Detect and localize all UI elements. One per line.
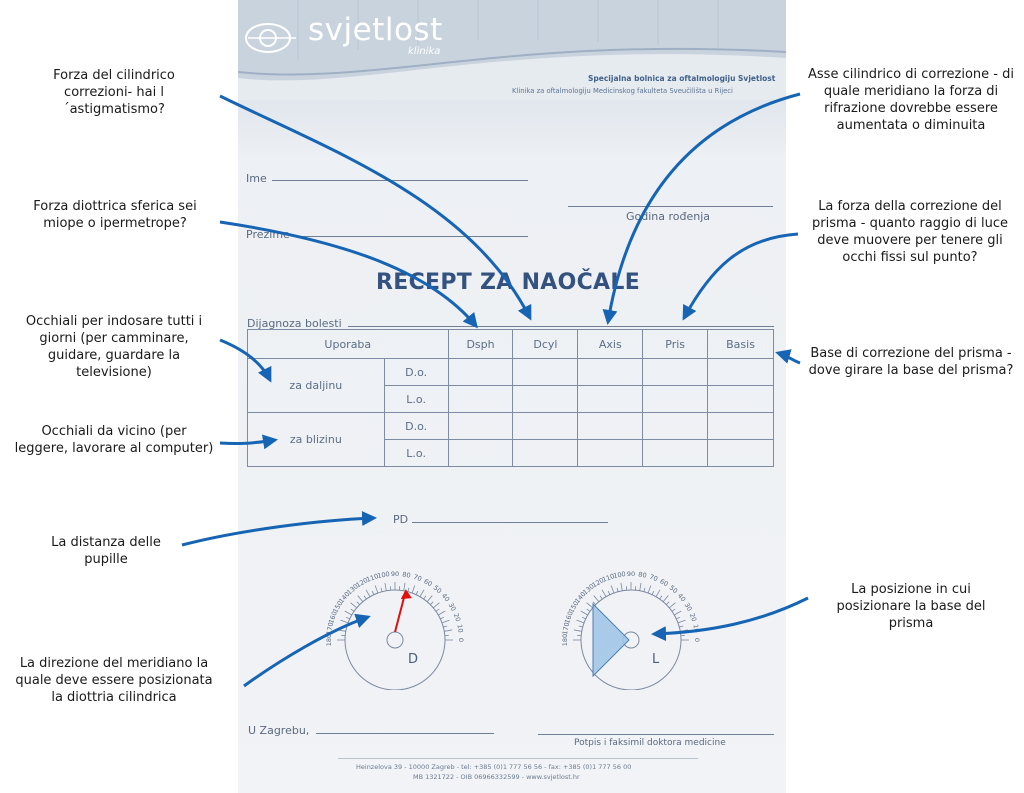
arrow-near	[220, 440, 275, 444]
dial-tick-label: 50	[431, 583, 444, 596]
dial-tick-label: 10	[455, 623, 465, 634]
dial-tick-label: 170	[560, 621, 572, 636]
arrow-meridian	[244, 617, 368, 686]
dial-tick-label: 40	[675, 591, 688, 604]
note-distance: Occhiali per indosare tutti i giorni (per camminare, guidare, guardare la televisione)	[25, 314, 203, 380]
dial-tick-label: 60	[422, 577, 434, 589]
footer-registry: MB 1321722 - OIB 06966332599 - www.svjetlost.hr	[413, 773, 580, 781]
dial-tick-label: 100	[376, 569, 391, 581]
note-meridian: La direzione del meridiano la quale deve essere posizionata la diottria cilindrica	[15, 656, 213, 705]
dial-tick-label: 160	[327, 610, 339, 625]
dial-tick-label: 160	[563, 610, 575, 625]
dial-tick-label: 180	[561, 633, 569, 647]
dial-tick-label: 90	[626, 570, 636, 578]
note-cylinder: Forza del cilindrico correzioni- hai l´astigmatismo?	[53, 68, 175, 117]
dial-left-letter: D	[408, 652, 419, 667]
header-dcyl: Dcyl	[513, 330, 578, 359]
dial-tick-label: 150	[567, 599, 581, 615]
dial-tick-label: 170	[324, 621, 336, 636]
name-label: Ime	[246, 172, 267, 185]
hospital-subtitle: Klinika za oftalmologiju Medicinskog fakulteta Sveučilišta u Rijeci	[512, 87, 733, 95]
note-sphere: Forza diottrica sferica sei miope o ipermetrope?	[33, 199, 197, 231]
dial-tick-label: 110	[601, 572, 616, 584]
diagnosis-label: Dijagnoza bolesti	[247, 317, 342, 330]
dial-tick-label: 150	[331, 599, 345, 615]
birth-label: Godina rođenja	[626, 210, 711, 223]
dial-tick-label: 60	[658, 577, 670, 589]
dial-tick-label: 10	[691, 623, 701, 634]
right-eye-label: D.o.	[384, 359, 448, 386]
pd-label: PD	[393, 513, 409, 526]
place-label: U Zagrebu,	[248, 724, 310, 737]
note-axis: Asse cilindrico di correzione - di quale meridiano la forza di rifrazione dovrebbe essere aumentata o diminuita	[808, 67, 1014, 133]
dial-tick-label: 20	[451, 612, 463, 623]
left-eye-label: L.o.	[384, 386, 448, 413]
dial-tick-label: 120	[354, 576, 370, 590]
logo-text: svjetlost	[308, 12, 443, 48]
left-eye-label: L.o.	[384, 440, 448, 467]
arrow-pd	[182, 518, 374, 545]
dial-tick-label: 120	[590, 576, 606, 590]
dial-tick-label: 70	[648, 572, 659, 584]
dial-tick-label: 30	[446, 601, 458, 613]
dial-tick-label: 40	[439, 591, 452, 604]
arrow-base	[778, 353, 800, 363]
page-title: RECEPT ZA NAOČALE	[376, 270, 641, 295]
distance-label: za daljinu	[248, 359, 385, 413]
arrow-sphere	[220, 222, 476, 326]
dial-tick-label: 0	[693, 637, 701, 643]
near-label: za blizinu	[248, 413, 385, 467]
hospital-name: Specijalna bolnica za oftalmologiju Svjetlost	[588, 74, 776, 83]
dial-tick-label: 30	[682, 601, 694, 613]
header-axis: Axis	[578, 330, 643, 359]
dial-tick-label: 80	[637, 570, 648, 580]
header-dsph: Dsph	[448, 330, 513, 359]
dial-tick-label: 110	[365, 572, 380, 584]
arrow-prism	[684, 234, 798, 318]
note-near: Occhiali da vicino (per leggere, lavorare al computer)	[14, 424, 214, 456]
dial-tick-label: 180	[325, 633, 333, 647]
dial-tick-label: 20	[687, 612, 699, 623]
dial-tick-label: 140	[337, 590, 352, 605]
dial-tick-label: 80	[401, 570, 412, 580]
arrow-cylinder	[220, 96, 530, 318]
arrow-distance	[220, 340, 270, 380]
header-basis: Basis	[708, 330, 774, 359]
logo-subtext: klinika	[408, 46, 441, 57]
dial-tick-label: 0	[457, 637, 465, 643]
header-uporaba: Uporaba	[248, 330, 449, 359]
note-base-position: La posizione in cui posizionare la base del prisma	[836, 582, 986, 631]
note-pd: La distanza delle pupille	[51, 535, 161, 567]
note-prism: La forza della correzione del prisma - quanto raggio di luce deve muovere per tenere gli occhi fissi sul punto?	[812, 199, 1008, 265]
header-pris: Pris	[643, 330, 708, 359]
signature-label: Potpis i faksimil doktora medicine	[574, 738, 726, 748]
dial-tick-label: 140	[573, 590, 588, 605]
dial-tick-label: 70	[412, 572, 423, 584]
arrow-base-position	[654, 598, 808, 634]
dial-tick-label: 130	[581, 582, 596, 597]
dial-tick-label: 90	[390, 570, 400, 578]
surname-label: Prezime	[246, 228, 290, 241]
footer-address: Heinzelova 39 - 10000 Zagreb - tel: +385 (0)1 777 56 56 - fax: +385 (0)1 777 56 00	[356, 763, 632, 771]
dial-right-letter: L	[652, 652, 660, 667]
right-eye-label: D.o.	[384, 413, 448, 440]
note-base: Base di correzione del prisma - dove girare la base del prisma?	[808, 346, 1014, 378]
dial-tick-label: 50	[667, 583, 680, 596]
dial-tick-label: 100	[612, 569, 627, 581]
dial-tick-label: 130	[345, 582, 360, 597]
